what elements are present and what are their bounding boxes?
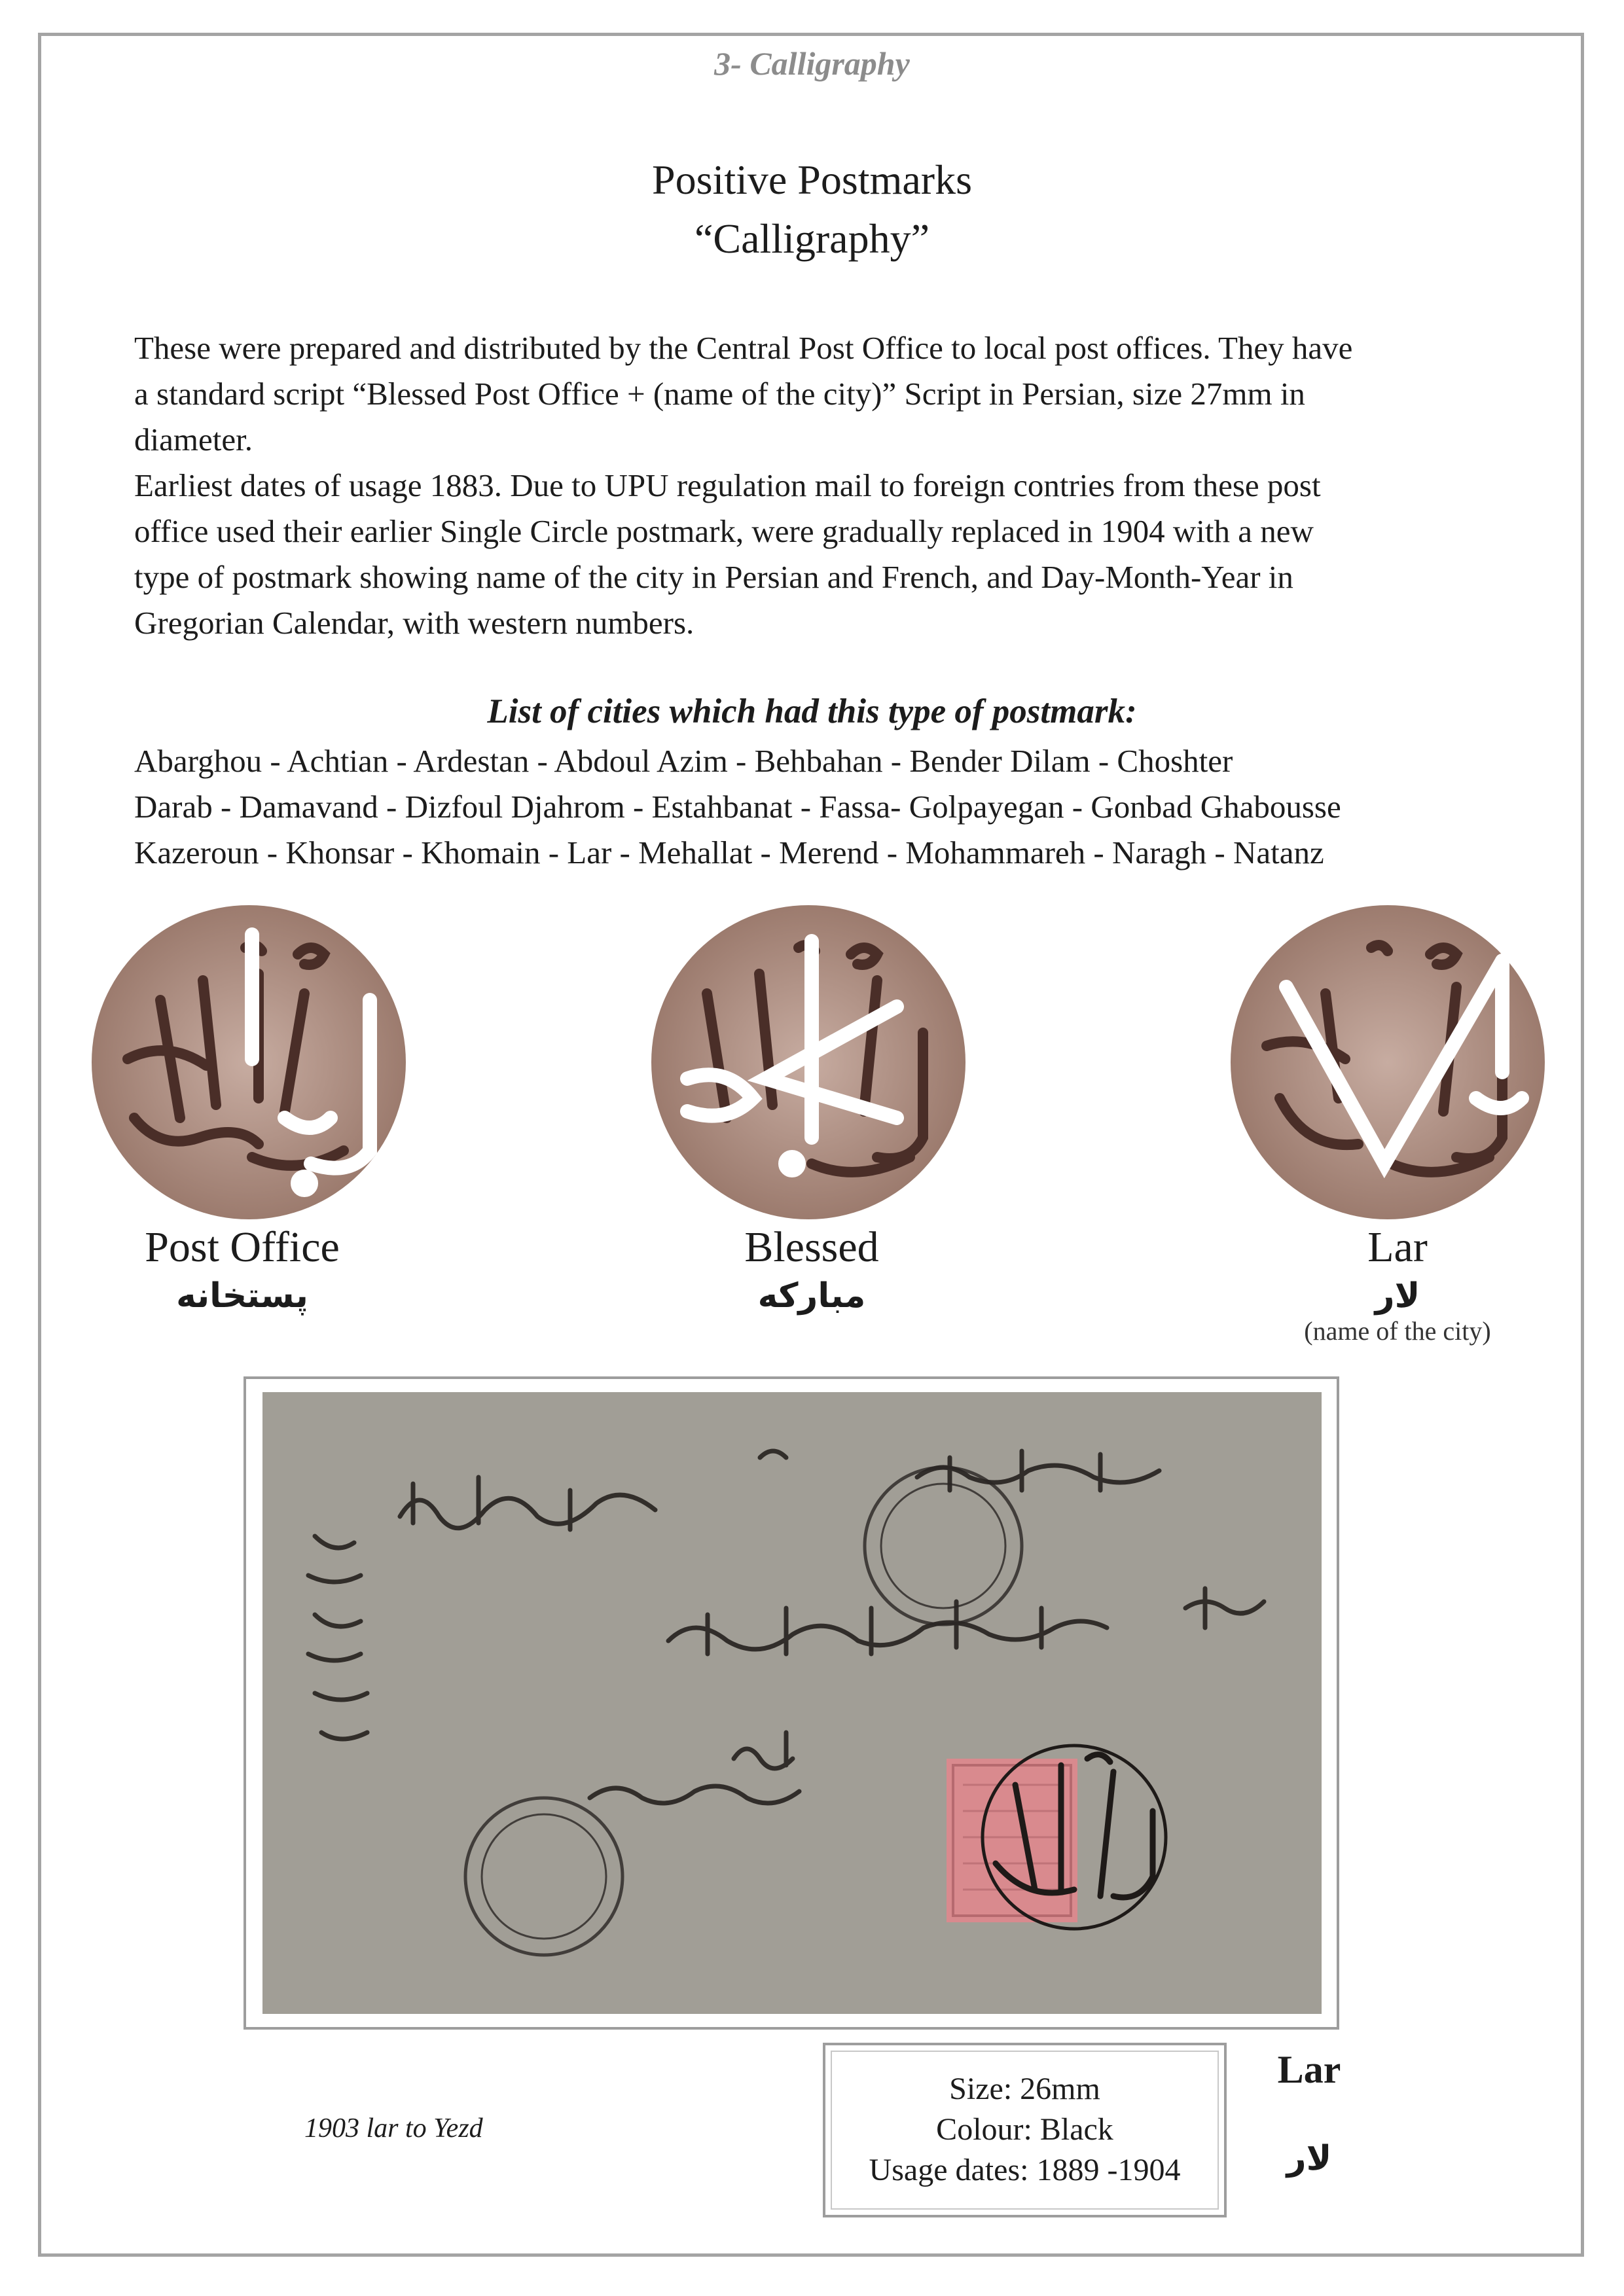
text-line: office used their earlier Single Circle postmark, were gradually replaced in 1904 with a new <box>134 513 1314 549</box>
text-line: a standard script “Blessed Post Office + (name of the city)” Script in Persian, size 27mm in <box>134 376 1305 412</box>
postmark-info-box <box>823 2043 1227 2217</box>
intro-paragraph-2 <box>134 463 1509 646</box>
text-line: Earliest dates of usage 1883. Due to UPU regulation mail to foreign contries from these post <box>134 467 1321 503</box>
seal-lar-image <box>1227 902 1548 1223</box>
seal-blessed-image <box>648 902 969 1223</box>
text-line: diameter. <box>134 422 253 457</box>
intro-paragraph-1 <box>134 325 1509 463</box>
cover-image-frame <box>244 1376 1339 2030</box>
seal-caption-blessed-fa: مبارکه <box>757 1276 866 1316</box>
cities-line: Darab - Damavand - Dizfoul Djahrom - Estahbanat - Fassa- Golpayegan - Gonbad Ghabousse <box>134 789 1341 825</box>
side-label-lar: Lar <box>1277 2048 1341 2091</box>
seal-caption-lar: Lar <box>1367 1223 1428 1271</box>
seal-post-office-image <box>88 902 409 1223</box>
section-header: 3- Calligraphy <box>714 45 910 82</box>
info-colour: Colour: Black <box>936 2112 1113 2147</box>
text-line: These were prepared and distributed by the Central Post Office to local post offices. They have <box>134 330 1353 366</box>
info-usage: Usage dates: 1889 -1904 <box>869 2153 1181 2187</box>
cities-list <box>134 738 1548 876</box>
seal-caption-lar-note: (name of the city) <box>1304 1316 1491 1346</box>
page-title: Positive Postmarks <box>652 156 972 203</box>
side-label-lar-fa: لار <box>1286 2139 1332 2178</box>
info-size: Size: 26mm <box>949 2072 1100 2106</box>
seal-caption-lar-fa: لار <box>1375 1276 1420 1316</box>
cover-caption: 1903 lar to Yezd <box>304 2113 483 2144</box>
cities-line: Abarghou - Achtian - Ardestan - Abdoul Azim - Behbahan - Bender Dilam - Choshter <box>134 743 1233 779</box>
postmark-info-inner <box>831 2051 1219 2210</box>
text-line: Gregorian Calendar, with western numbers. <box>134 605 695 641</box>
page-subtitle: “Calligraphy” <box>695 215 929 262</box>
cities-line: Kazeroun - Khonsar - Khomain - Lar - Mehallat - Merend - Mohammareh - Naragh - Natanz <box>134 834 1324 870</box>
text-line: type of postmark showing name of the city in Persian and French, and Day-Month-Year in <box>134 559 1293 595</box>
seal-caption-post-office-fa: پستخانه <box>176 1276 308 1316</box>
cities-heading: List of cities which had this type of postmark: <box>487 692 1137 730</box>
cover-envelope-image <box>262 1392 1322 2014</box>
seal-caption-post-office: Post Office <box>145 1223 340 1271</box>
seal-caption-blessed: Blessed <box>744 1223 879 1271</box>
